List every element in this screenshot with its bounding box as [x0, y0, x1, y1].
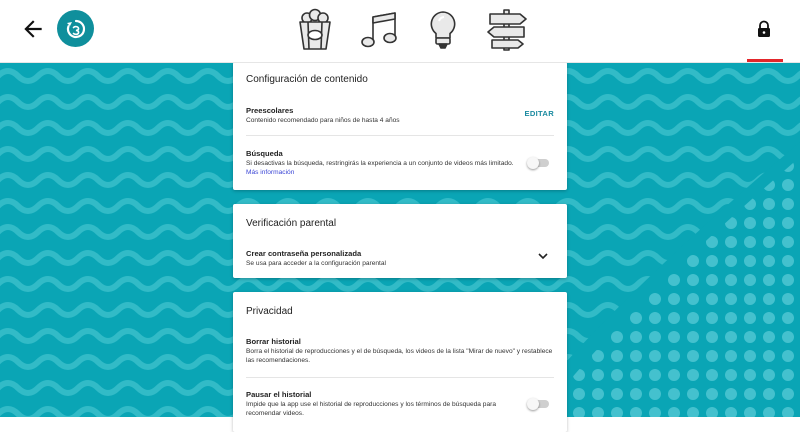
- custom-password-row[interactable]: [246, 249, 554, 269]
- lock-icon[interactable]: [756, 20, 772, 38]
- parental-verification-title: Verificación parental: [246, 218, 337, 229]
- more-info-link[interactable]: Más información: [246, 168, 295, 176]
- edit-button[interactable]: EDITAR: [524, 109, 554, 118]
- category-nav: [292, 7, 530, 53]
- pause-history-description: Impide que la app use el historial de reproducciones y los términos de búsqueda para recomendar videos.: [246, 401, 496, 417]
- privacy-title: Privacidad: [246, 306, 293, 317]
- active-tab-indicator: [747, 59, 783, 62]
- search-toggle[interactable]: [529, 159, 549, 167]
- chevron-down-icon[interactable]: [538, 252, 548, 260]
- pause-history-toggle[interactable]: [529, 400, 549, 408]
- preschool-row: [246, 106, 554, 126]
- clear-history-description: Borra el historial de reproducciones y el de búsqueda, los videos de la lista "Mirar de nuevo" y restablece las recomendaciones.: [246, 348, 553, 364]
- divider: [246, 377, 554, 378]
- search-title: Búsqueda: [246, 149, 283, 158]
- search-description: [246, 160, 517, 178]
- lightbulb-icon[interactable]: [420, 7, 466, 53]
- preschool-title: Preescolares: [246, 106, 294, 115]
- clear-history-row[interactable]: [246, 337, 554, 366]
- popcorn-icon[interactable]: [292, 7, 338, 53]
- arrow-left-icon[interactable]: [20, 16, 46, 42]
- content-settings-panel: [233, 62, 567, 190]
- music-note-icon[interactable]: [356, 7, 402, 53]
- content-settings-title: Configuración de contenido: [246, 74, 368, 85]
- profile-symbol: [64, 17, 88, 41]
- kids-profile-icon[interactable]: [57, 10, 94, 47]
- search-description-text: Si desactivas la búsqueda, restringirás la experiencia a un conjunto de videos más limitado.: [246, 160, 514, 167]
- preschool-description: Contenido recomendado para niños de hasta 4 años: [246, 117, 400, 124]
- pause-history-row: [246, 390, 517, 419]
- signpost-icon[interactable]: [484, 7, 530, 53]
- pause-history-title: Pausar el historial: [246, 390, 312, 399]
- search-toggle-knob: [527, 157, 539, 169]
- clear-history-title: Borrar historial: [246, 337, 301, 346]
- custom-password-title: Crear contraseña personalizada: [246, 249, 362, 258]
- privacy-panel: [233, 292, 567, 432]
- top-bar: [0, 0, 800, 63]
- divider: [246, 135, 554, 136]
- search-row: [246, 149, 517, 178]
- custom-password-description: Se usa para acceder a la configuración parental: [246, 260, 387, 267]
- pause-history-toggle-knob: [527, 398, 539, 410]
- parental-verification-panel: [233, 204, 567, 278]
